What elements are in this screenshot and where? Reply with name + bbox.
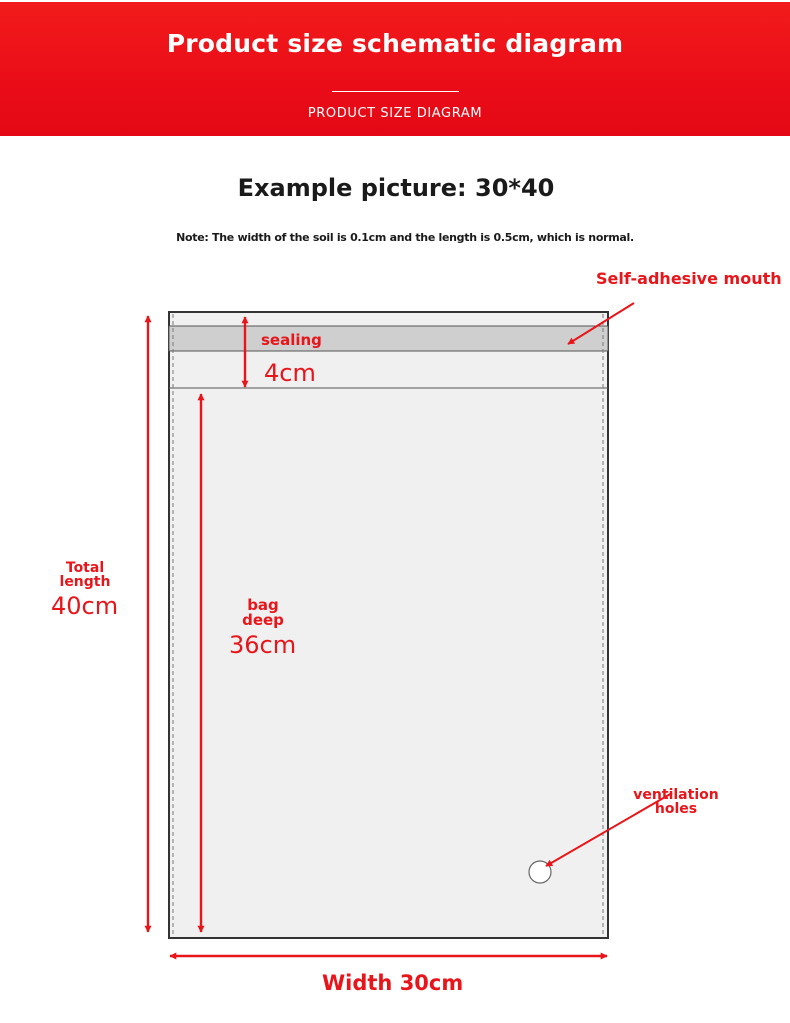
total-length-line1: Total [65,560,105,576]
bag-deep-line1: bag [247,596,279,614]
total-length-label [45,561,125,589]
bag-deep-label [223,598,303,628]
ventilation-label [630,788,722,816]
ventilation-line2: holes [654,801,698,817]
sealing-size-label: 4cm [264,359,316,387]
example-title: Example picture: 30*40 [237,174,555,202]
sealing-label: sealing [261,331,322,349]
page-subtitle: PRODUCT SIZE DIAGRAM [307,106,483,121]
bag-deep-value: 36cm [229,631,297,659]
page-title: Product size schematic diagram [166,29,624,58]
self-adhesive-label: Self-adhesive mouth [596,269,782,288]
bag-deep-line2: deep [242,611,284,629]
ventilation-line1: ventilation [633,787,719,803]
seal-strip [169,326,608,351]
size-note: Note: The width of the soil is 0.1cm and the length is 0.5cm, which is normal. [176,231,634,244]
total-length-value: 40cm [51,592,119,620]
total-length-line2: length [59,574,111,590]
width-label: Width 30cm [322,971,464,995]
